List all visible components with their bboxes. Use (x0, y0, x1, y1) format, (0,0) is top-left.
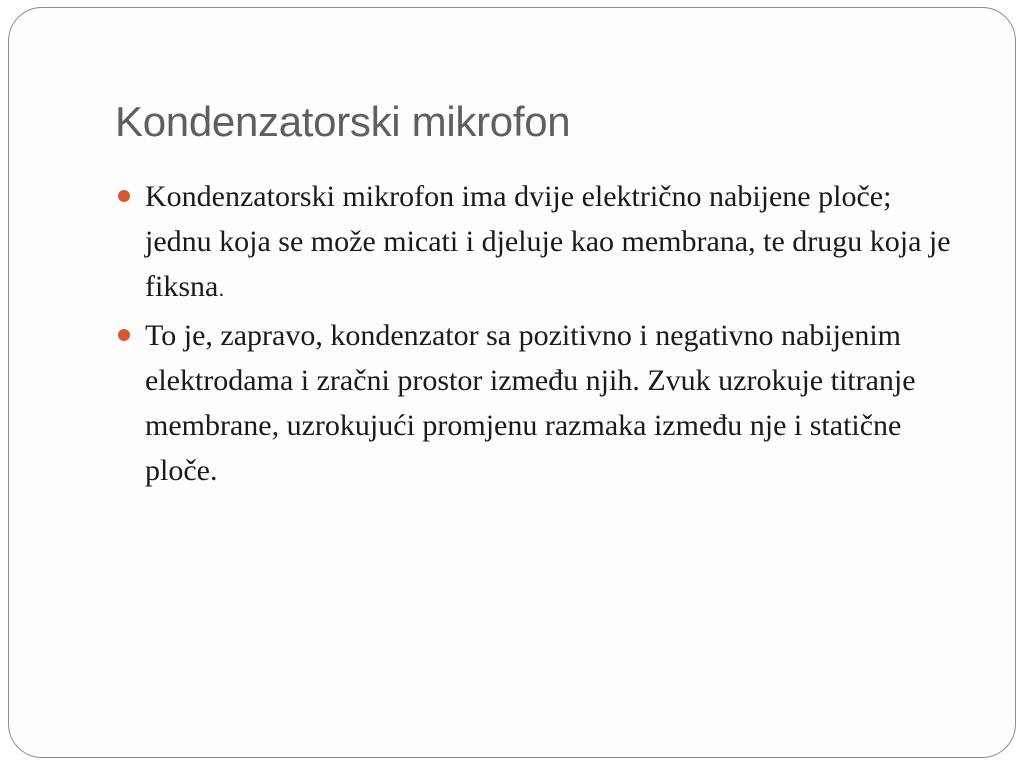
bullet-end-mark: . (218, 276, 225, 301)
bullet-text: Kondenzatorski mikrofon ima dvije električno nabijene ploče; jednu koja se može micati i djeluje kao membrana, te drugu koja je fiksna (145, 180, 951, 303)
bullet-dot-icon (118, 329, 130, 341)
bullet-item (115, 174, 965, 311)
slide-frame (8, 7, 1016, 758)
bullet-item (115, 313, 965, 493)
bullet-text: To je, zapravo, kondenzator sa pozitivno i negativno nabijenim elektrodama i zračni prostor između njih. Zvuk uzrokuje titranje membrane, uzrokujući promjenu razmaka između nje i statične ploče. (145, 319, 916, 487)
slide-title: Kondenzatorski mikrofon (115, 98, 571, 145)
bullet-dot-icon (118, 190, 130, 202)
bullet-list (115, 174, 965, 495)
